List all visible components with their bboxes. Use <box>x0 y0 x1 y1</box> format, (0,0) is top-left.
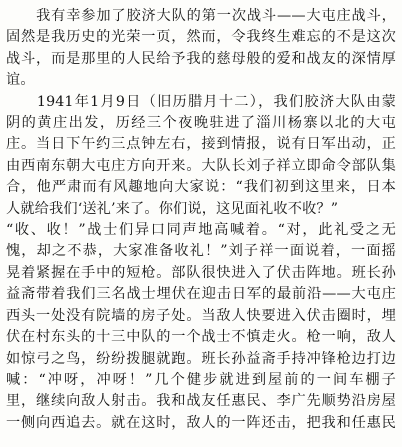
text-line: 阴的黄庄出发，历经三个夜晚驻进了淄川杨寨以北的大屯 <box>6 115 396 132</box>
text-line: 谊。 <box>6 72 35 89</box>
text-line: 伏在村东头的十三中队的一个战士不慎走火。枪一响，敌人 <box>6 329 396 346</box>
text-line: 由西南东朝大屯庄方向开来。大队长刘子祥立即命令部队集 <box>6 157 396 174</box>
text-line: 里，继续向敌人射击。我和战友任惠民、李广先顺势沿房屋 <box>6 393 396 410</box>
text-line: 晃着紧握在手中的短枪。部队很快进入了伏击阵地。班长孙 <box>6 264 396 281</box>
text-line: 喊：“冲呀，冲呀！”几个健步就进到屋前的一间车棚子 <box>6 371 396 388</box>
text-line: 愧，却之不恭，大家准备收礼！”刘子祥一面说着，一面摇 <box>6 243 396 260</box>
paragraph-narrative <box>6 92 396 435</box>
text-line: “收、收！”战士们异口同声地高喊着。“对，此礼受之无 <box>6 222 396 239</box>
text-line: 1941年1月9日（旧历腊月十二），我们胶济大队由蒙 <box>6 93 396 110</box>
text-line: 我有幸参加了胶济大队的第一次战斗——大屯庄战斗， <box>6 8 396 24</box>
text-line: 如惊弓之鸟，纷纷拨腿就跑。班长孙益斋手持冲锋枪边打边 <box>6 350 396 367</box>
text-line: 人就给我们‘送礼’来了。你们说，这见面礼收不收？” <box>6 200 339 217</box>
text-line: 庄。当日下午约三点钟左右，接到情报，说有日军出动，正 <box>6 136 396 153</box>
text-line: 战斗，而是那里的人民给予我的慈母般的爱和战友的深情厚 <box>6 50 396 67</box>
text-line: 西头一处没有院墙的房子处。当敌人快要进入伏击圈时，埋 <box>6 307 396 324</box>
text-line: 合，他严肃而有风趣地向大家说：“我们初到这里来，日本 <box>6 179 396 196</box>
paragraph-intro <box>6 6 396 92</box>
text-line: 固然是我历史的光荣一页，然而，令我终生难忘的不是这次 <box>6 29 396 46</box>
text-line: 益斋带着我们三名战士埋伏在迎击日军的最前沿——大屯庄 <box>6 286 396 303</box>
text-line: 一侧向西追去。就在这时，敌人的一阵还击，把我和任惠民 <box>6 414 396 431</box>
